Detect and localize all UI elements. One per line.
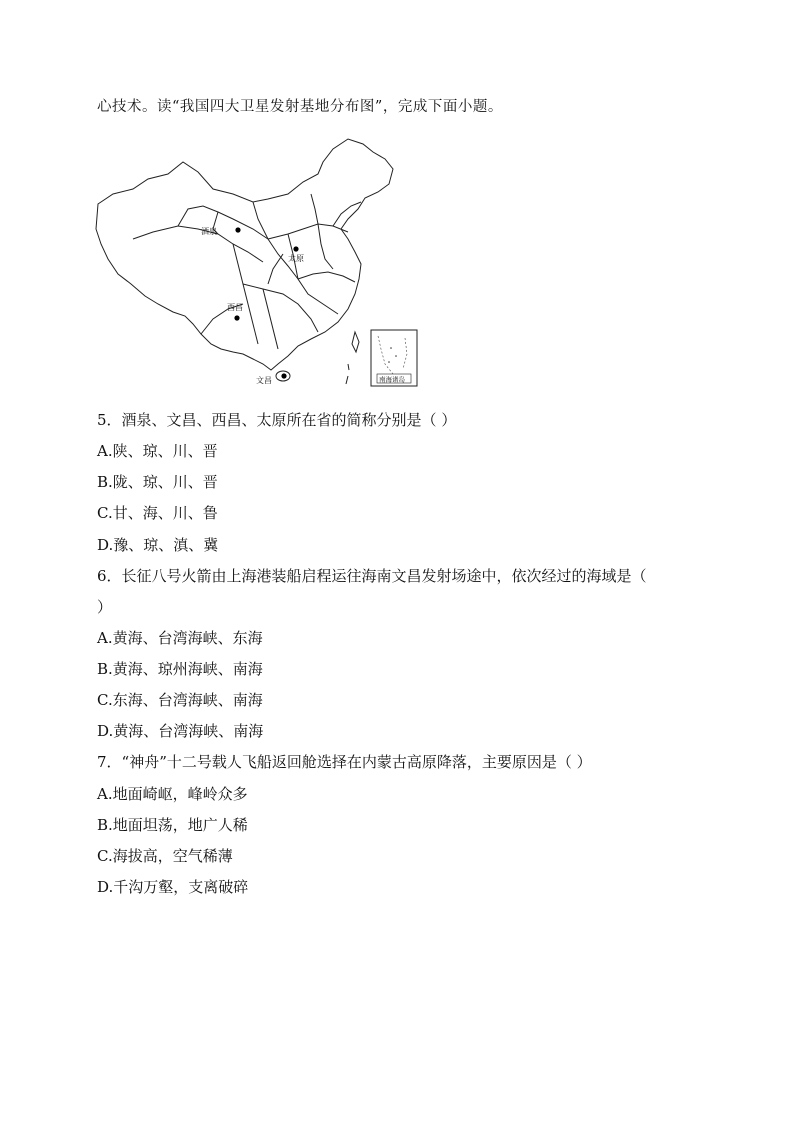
question-7-stem: 7．“神舟”十二号载人飞船返回舱选择在内蒙古高原降落，主要原因是（ ） — [97, 753, 592, 771]
question-6-stem-line1: 6．长征八号火箭由上海港装船启程运往海南文昌发射场途中，依次经过的海域是（ — [97, 567, 647, 585]
intro-text: 心技术。读“我国四大卫星发射基地分布图”，完成下面小题。 — [97, 99, 503, 115]
question-6-option-b: B.黄海、琼州海峡、南海 — [97, 660, 263, 678]
question-7-option-b: B.地面坦荡，地广人稀 — [97, 816, 248, 834]
question-6-option-c: C.东海、台湾海峡、南海 — [97, 691, 263, 709]
question-5-option-c: C.甘、海、川、鲁 — [97, 504, 218, 522]
china-outline — [96, 139, 393, 370]
south-china-sea-inset — [371, 330, 417, 386]
question-5-option-b: B.陇、琼、川、晋 — [97, 473, 218, 491]
question-5-stem: 5．酒泉、文昌、西昌、太原所在省的简称分别是（ ） — [97, 411, 457, 429]
question-7-option-d: D.千沟万壑，支离破碎 — [97, 878, 249, 896]
question-7-option-a: A.地面崎岖，峰岭众多 — [97, 785, 248, 803]
question-6-option-d: D.黄海、台湾海峡、南海 — [97, 722, 264, 740]
inset-label: 南海诸岛 — [379, 375, 405, 384]
jiuquan-label: 酒泉 — [201, 227, 217, 236]
jiuquan-marker — [235, 227, 240, 232]
question-7-option-c: C.海拔高，空气稀薄 — [97, 847, 233, 865]
xichang-label: 西昌 — [227, 303, 243, 312]
wenchang-marker — [281, 373, 286, 378]
china-launch-sites-map — [93, 134, 423, 390]
taiyuan-label: 太原 — [288, 254, 304, 263]
question-6-stem-line2: ） — [97, 598, 113, 616]
taiyuan-marker — [293, 246, 298, 251]
xichang-marker — [234, 315, 239, 320]
question-6-option-a: A.黄海、台湾海峡、东海 — [97, 629, 263, 647]
question-5-option-d: D.豫、琼、滇、冀 — [97, 536, 219, 554]
taiwan-island — [352, 332, 359, 352]
question-5-option-a: A.陕、琼、川、晋 — [97, 442, 218, 460]
wenchang-label: 文昌 — [256, 376, 272, 385]
